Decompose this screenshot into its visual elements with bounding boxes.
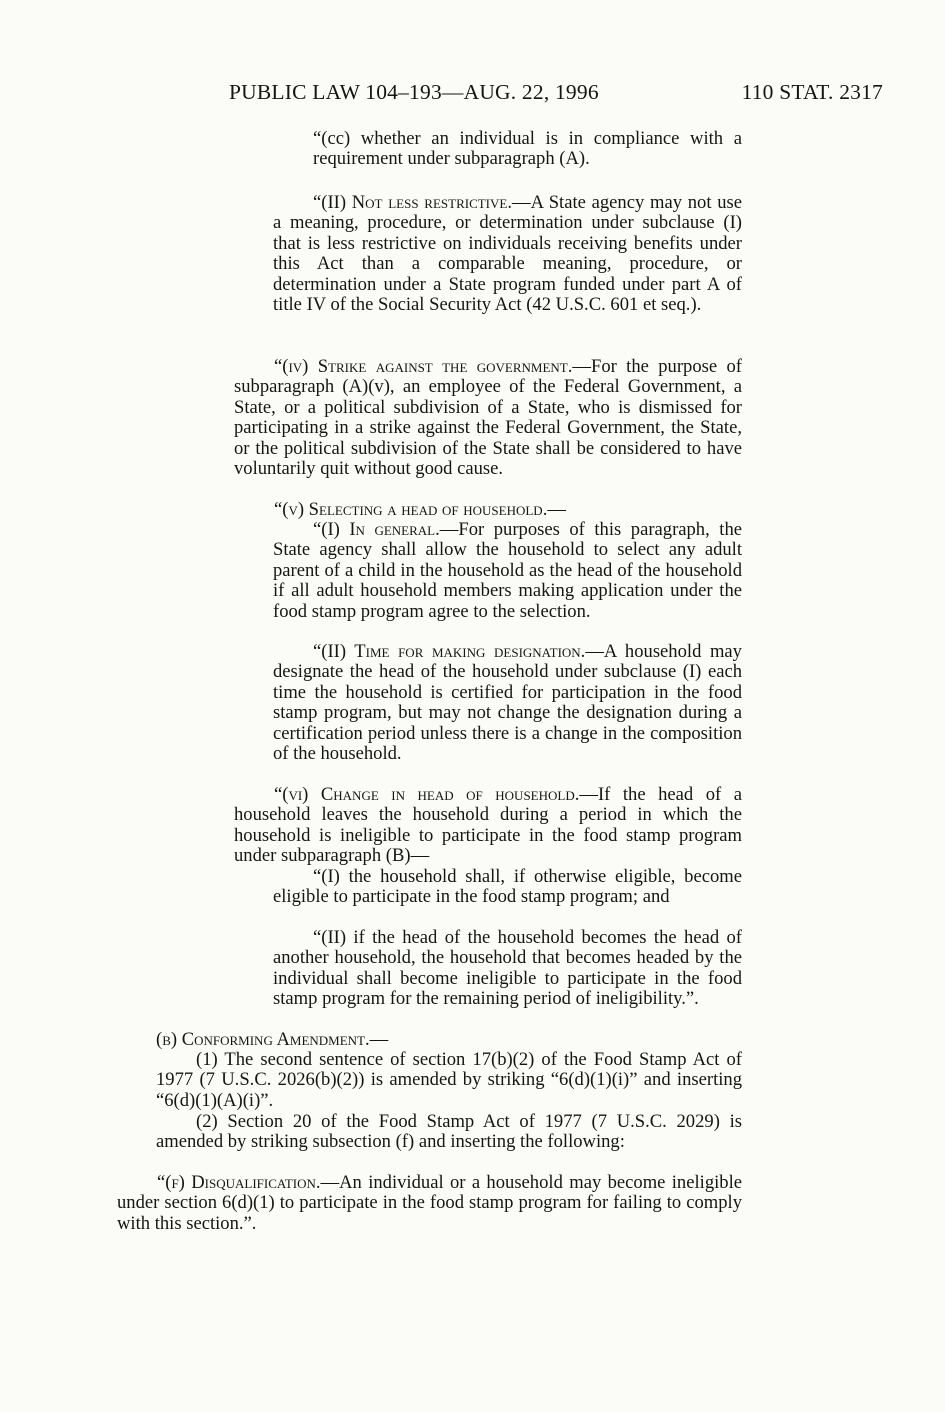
page-header (229, 80, 883, 110)
clause-iv-text: —For the purpose of subparagraph (A)(v), an employee of the Federal Government, a State, or a political subdivision of a State, who is dismissed for participating in a strike against the Federal Government, the State, or the political subdivision of the State shall be considered to have voluntarily quit without good cause. (234, 356, 742, 480)
subsection-b-dash: — (369, 1029, 389, 1050)
subsection-b-heading: (b) Conforming Amendment. (156, 1029, 370, 1050)
clause-iv-heading: “(iv) Strike against the government. (274, 356, 573, 377)
paragraph-b-2 (156, 1112, 742, 1153)
subclause-ii-heading: “(II) Not less restrictive. (313, 192, 512, 213)
clause-v-dash: — (547, 499, 566, 520)
subclause-vi-i (273, 867, 742, 908)
clause-vi-change-head (234, 785, 742, 867)
subclause-v-i-in-general (273, 520, 742, 622)
clause-cc (313, 129, 742, 170)
clause-iv-strike (234, 357, 742, 479)
clause-v-heading: “(v) Selecting a head of household. (274, 499, 548, 520)
subclause-ii-not-less-restrictive (273, 193, 742, 315)
subclause-v-ii-time (273, 642, 742, 764)
subsection-f-heading: “(f) Disqualification. (157, 1172, 321, 1193)
subclause-ii-text: —A State agency may not use a meaning, procedure, or determination under subclause (I) that is less restrictive on individuals receiving benefits under this Act than a comparable meaning, procedure, or determination under a State program funded under part A of title IV of the Social Security Act (42 U.S.C. 601 et seq.). (273, 192, 743, 316)
subclause-vi-ii (273, 928, 742, 1010)
subsection-f-text: —An individual or a household may become ineligible under section 6(d)(1) to participate in the food stamp program for failing to comply with this section.”. (117, 1172, 742, 1234)
header-stat-page: 110 STAT. 2317 (741, 80, 883, 104)
subclause-v-i-heading: “(I) In general. (313, 519, 440, 540)
clause-cc-text: “(cc) whether an individual is in compliance with a requirement under subparagraph (A). (313, 128, 742, 170)
subclause-v-i-text: —For purposes of this paragraph, the State agency shall allow the household to select any adult parent of a child in the household as the head of the household if all adult household members making application under the food stamp program agree to the selection. (273, 519, 742, 622)
subsection-f-disqualification (117, 1173, 742, 1234)
subclause-v-ii-text: —A household may designate the head of the household under subclause (I) each time the household is certified for participation in the food stamp program, but may not change the designation during a certification period unless there is a change in the composition of the household. (273, 641, 742, 765)
subclause-vi-i-text: “(I) the household shall, if otherwise eligible, become eligible to participate in the food stamp program; and (273, 866, 742, 908)
subclause-v-ii-heading: “(II) Time for making designation. (313, 641, 586, 662)
clause-vi-text: —If the head of a household leaves the household during a period in which the household is ineligible to participate in the food stamp program under subparagraph (B)— (234, 784, 742, 867)
clause-v-selecting-head (234, 500, 742, 520)
paragraph-b-1 (156, 1050, 742, 1111)
subclause-vi-ii-text: “(II) if the head of the household becomes the head of another household, the household that becomes headed by the individual shall become ineligible to participate in the food stamp program for the remaining period of ineligibility.”. (273, 927, 742, 1010)
clause-vi-heading: “(vi) Change in head of household. (274, 784, 580, 805)
header-law-citation: PUBLIC LAW 104–193—AUG. 22, 1996 (229, 80, 599, 104)
subsection-b-conforming (156, 1030, 742, 1050)
paragraph-b-2-text: (2) Section 20 of the Food Stamp Act of 1977 (7 U.S.C. 2029) is amended by striking subsection (f) and inserting the following: (156, 1111, 742, 1153)
paragraph-b-1-text: (1) The second sentence of section 17(b)(2) of the Food Stamp Act of 1977 (7 U.S.C. 2026(b)(2)) is amended by striking “6(d)(1)(i)” and inserting “6(d)(1)(A)(i)”. (156, 1049, 742, 1111)
